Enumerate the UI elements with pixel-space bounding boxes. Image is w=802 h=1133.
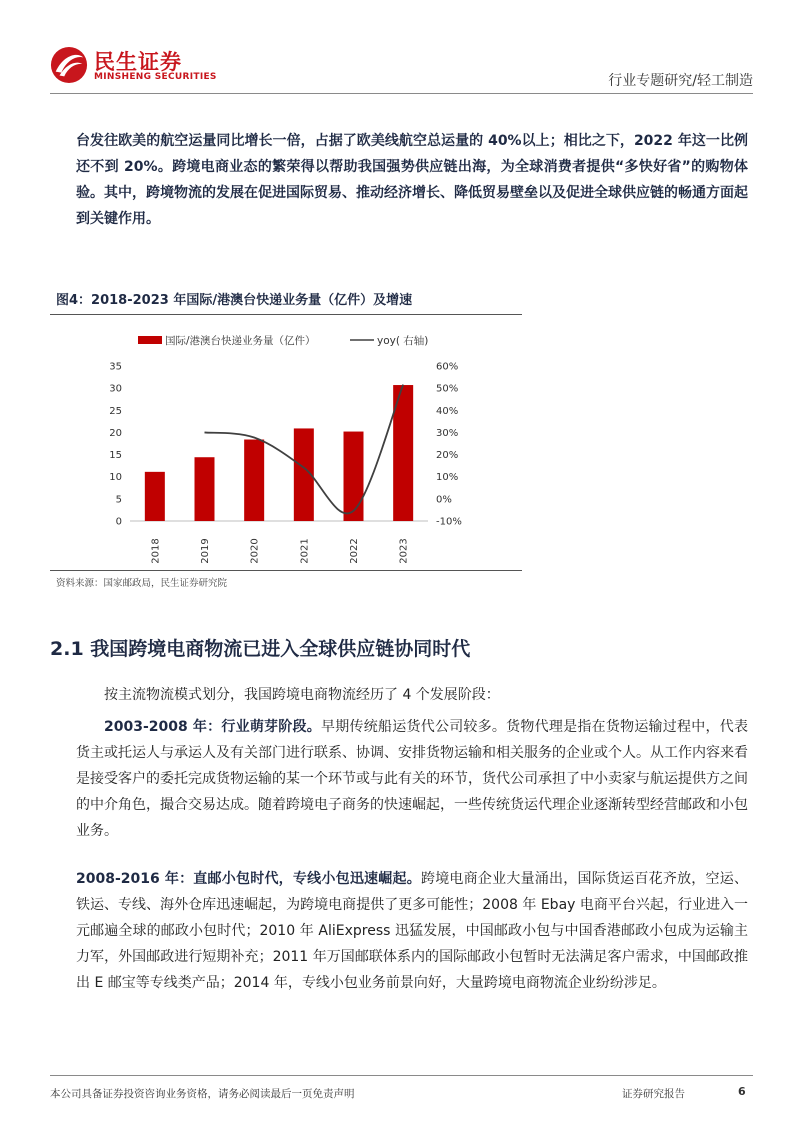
left-axis-tick-label: 5 [115, 494, 122, 506]
section-title: 2.1 我国跨境电商物流已进入全球供应链协同时代 [50, 638, 471, 660]
legend-bar-label: 国际/港澳台快递业务量（亿件） [165, 335, 316, 347]
stage1-paragraph [76, 714, 748, 844]
minsheng-logo-icon [50, 46, 88, 84]
footer-divider [50, 1075, 753, 1076]
right-axis-tick-label: 20% [436, 450, 459, 462]
x-tick-label-2022: 2022 [349, 538, 360, 564]
lead-paragraph: 台发往欧美的航空运量同比增长一倍，占据了欧美线航空总运量的 40%以上；相比之下，2022 年这一比例还不到 20%。跨境电商业态的繁荣得以帮助我国强势供应链出海，为全球消费者提供“多快好省”的购物体验。其中，跨境物流的发展在促进国际贸易、推动经济增长、降低贸易壁垒以及促进全球供应链的畅通方面起到关键作用。 [76, 133, 748, 227]
x-tick-label-2021: 2021 [299, 538, 311, 564]
figure-bottom-rule [50, 570, 522, 571]
x-tick-label-2020: 2020 [249, 538, 261, 564]
right-axis-tick-label: 40% [436, 405, 459, 417]
figure-source: 资料来源：国家邮政局，民生证券研究院 [56, 578, 228, 589]
figure-top-rule [50, 314, 522, 315]
logo-text-cn: 民生证券 [94, 50, 182, 74]
left-axis-tick-label: 25 [109, 405, 122, 417]
x-tick-label-2018: 2018 [150, 538, 162, 564]
footer-report-type: 证券研究报告 [622, 1088, 685, 1100]
left-axis-tick-label: 20 [109, 427, 122, 439]
stage2-heading: 2008-2016 年：直邮小包时代，专线小包迅速崛起。 [76, 871, 421, 887]
right-axis-tick-label: 30% [436, 427, 459, 439]
logo-text-en: MINSHENG SECURITIES [94, 72, 217, 82]
right-axis-tick-label: 0% [436, 494, 452, 506]
stage2-body: 跨境电商企业大量涌出，国际货运百花齐放，空运、铁运、专线、海外仓库迅速崛起，为跨境电商提供了更多可能性；2008 年 Ebay 电商平台兴起，行业进入一元邮遍全球的邮政小包时代；2010 年 AliExpress 迅猛发展，中国邮政小包与中国香港邮政小包成为运输主力军，外国邮政进行短期补充；2011 年万国邮联体系内的国际邮政小包暂时无法满足客户需求，中国邮政推出 E 邮宝等专线类产品；2014 年，专线小包业务前景向好，大量跨境电商物流企业纷纷涉足。 [76, 871, 748, 991]
bar-2020 [244, 440, 264, 521]
bar-2018 [145, 472, 165, 521]
legend-line-label: yoy( 右轴) [377, 335, 429, 347]
stage1-body: 早期传统船运货代公司较多。货物代理是指在货物运输过程中，代表货主或托运人与承运人及有关部门进行联系、协调、安排货物运输和相关服务的企业或个人。从工作内容来看是接受客户的委托完成货物运输的某一个环节或与此有关的环节，货代公司承担了中小卖家与航运提供方之间的中介角色，撮合交易达成。随着跨境电子商务的快速崛起，一些传统货运代理企业逐渐转型经营邮政和小包业务。 [76, 719, 749, 839]
express-volume-chart [50, 320, 522, 570]
bar-2022 [344, 432, 364, 521]
right-axis-tick-label: 50% [436, 383, 459, 395]
page-number: 6 [738, 1085, 746, 1098]
page-header [50, 42, 753, 94]
left-axis-tick-label: 10 [109, 472, 122, 484]
section-intro: 按主流物流模式划分，我国跨境电商物流经历了 4 个发展阶段： [104, 687, 500, 703]
legend-bar-swatch [138, 336, 162, 344]
right-axis-tick-label: 10% [436, 472, 459, 484]
header-divider [50, 93, 753, 94]
left-axis-tick-label: 35 [109, 361, 122, 373]
stage2-paragraph [76, 866, 748, 996]
bar-2019 [195, 457, 215, 521]
right-axis-tick-label: 60% [436, 361, 459, 373]
x-tick-label-2019: 2019 [200, 538, 211, 564]
right-axis-tick-label: -10% [436, 516, 462, 528]
x-tick-label-2023: 2023 [398, 538, 410, 564]
left-axis-tick-label: 30 [109, 383, 122, 395]
left-axis-tick-label: 15 [109, 450, 122, 462]
footer-disclaimer: 本公司具备证券投资咨询业务资格，请务必阅读最后一页免责声明 [50, 1088, 355, 1100]
figure-title: 图4：2018-2023 年国际/港澳台快递业务量（亿件）及增速 [56, 293, 413, 308]
left-axis-tick-label: 0 [115, 516, 122, 528]
header-title: 行业专题研究/轻工制造 [608, 73, 753, 89]
stage1-heading: 2003-2008 年：行业萌芽阶段。 [104, 719, 322, 735]
